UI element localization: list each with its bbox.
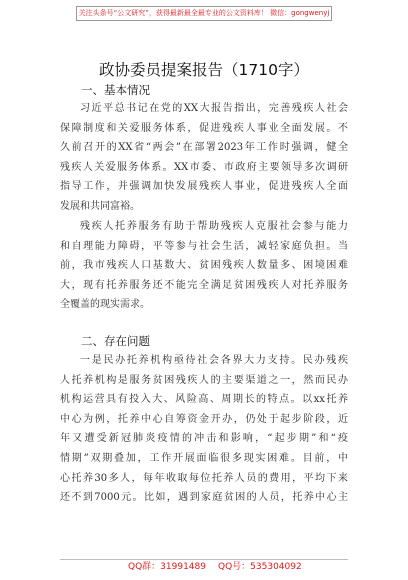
paragraph-line: 发展和共同富裕。 xyxy=(60,200,140,212)
section-heading-existing-problems: 二、存在问题 xyxy=(81,334,150,348)
paragraph-line: 中心为例，托养中心自筹资金开办，仍处于起步阶段，近 xyxy=(60,413,348,425)
section-heading-basic-situation: 一、基本情况 xyxy=(81,83,150,97)
paragraph-line: 全覆盖的现实需求。 xyxy=(60,299,150,311)
paragraph-line: 残疾人关爱服务体系。XX市委、市政府主要领导多次调研 xyxy=(60,161,348,173)
paragraph-line: 还不到7000元。比如，遇到家庭贫困的人员，托养中心主 xyxy=(60,492,348,504)
qq-account-number: QQ号：535304092 xyxy=(218,562,302,572)
paragraph-line: 和自理能力障碍，平等参与社会生活，减轻家庭负担。当 xyxy=(60,240,348,252)
paragraph-line: 指导工作，并强调加快发展残疾人事业，促进残疾人全面 xyxy=(60,181,348,193)
paragraph-1 xyxy=(60,99,348,217)
paragraph-line: 前，我市残疾人口基数大、贫困残疾人数量多、困境困难 xyxy=(60,260,348,272)
paragraph-line: 机构运营具有投入大、风险高、周期长的特点。以xx托养 xyxy=(60,394,348,406)
document-title: 政协委员提案报告（1710字） xyxy=(99,61,309,79)
paragraph-line: 久前召开的XX省“两会”在部署2023年工作时强调，健全 xyxy=(60,142,348,154)
paragraph-line: 年又遭受新冠肺炎疫情的冲击和影响，“起步期”和“疫 xyxy=(60,433,348,445)
paragraph-line: 习近平总书记在党的XX大报告指出，完善残疾人社会 xyxy=(80,103,348,114)
paragraph-2 xyxy=(60,217,348,315)
page-footer xyxy=(60,559,348,574)
paragraph-line: 情期”双期叠加，工作开展面临很多现实困难。目前，中 xyxy=(60,452,348,464)
paragraph-3 xyxy=(60,351,348,508)
paragraph-line: 人托养机构是服务贫困残疾人的主要渠道之一，然而民办 xyxy=(60,374,348,386)
paragraph-line: 大，现有托养服务还不能完全满足贫困残疾人对托养服务 xyxy=(60,279,348,291)
paragraph-line: 心托养30多人，每年收取每位托养人员的费用，平均下来 xyxy=(60,472,348,484)
paragraph-line: 一是民办托养机构亟待社会各界大力支持。民办残疾 xyxy=(80,355,348,366)
promo-banner: 关注头条号“公文研究”，获得最新最全最专业的公文资料库！ 微信：gongwenyj xyxy=(76,6,332,21)
qq-group-number: QQ群：31991489 xyxy=(128,562,206,572)
paragraph-line: 残疾人托养服务有助于帮助残疾人克服社会参与能力 xyxy=(80,221,348,232)
paragraph-line: 保障制度和关爱服务体系，促进残疾人事业全面发展。不 xyxy=(60,122,348,134)
